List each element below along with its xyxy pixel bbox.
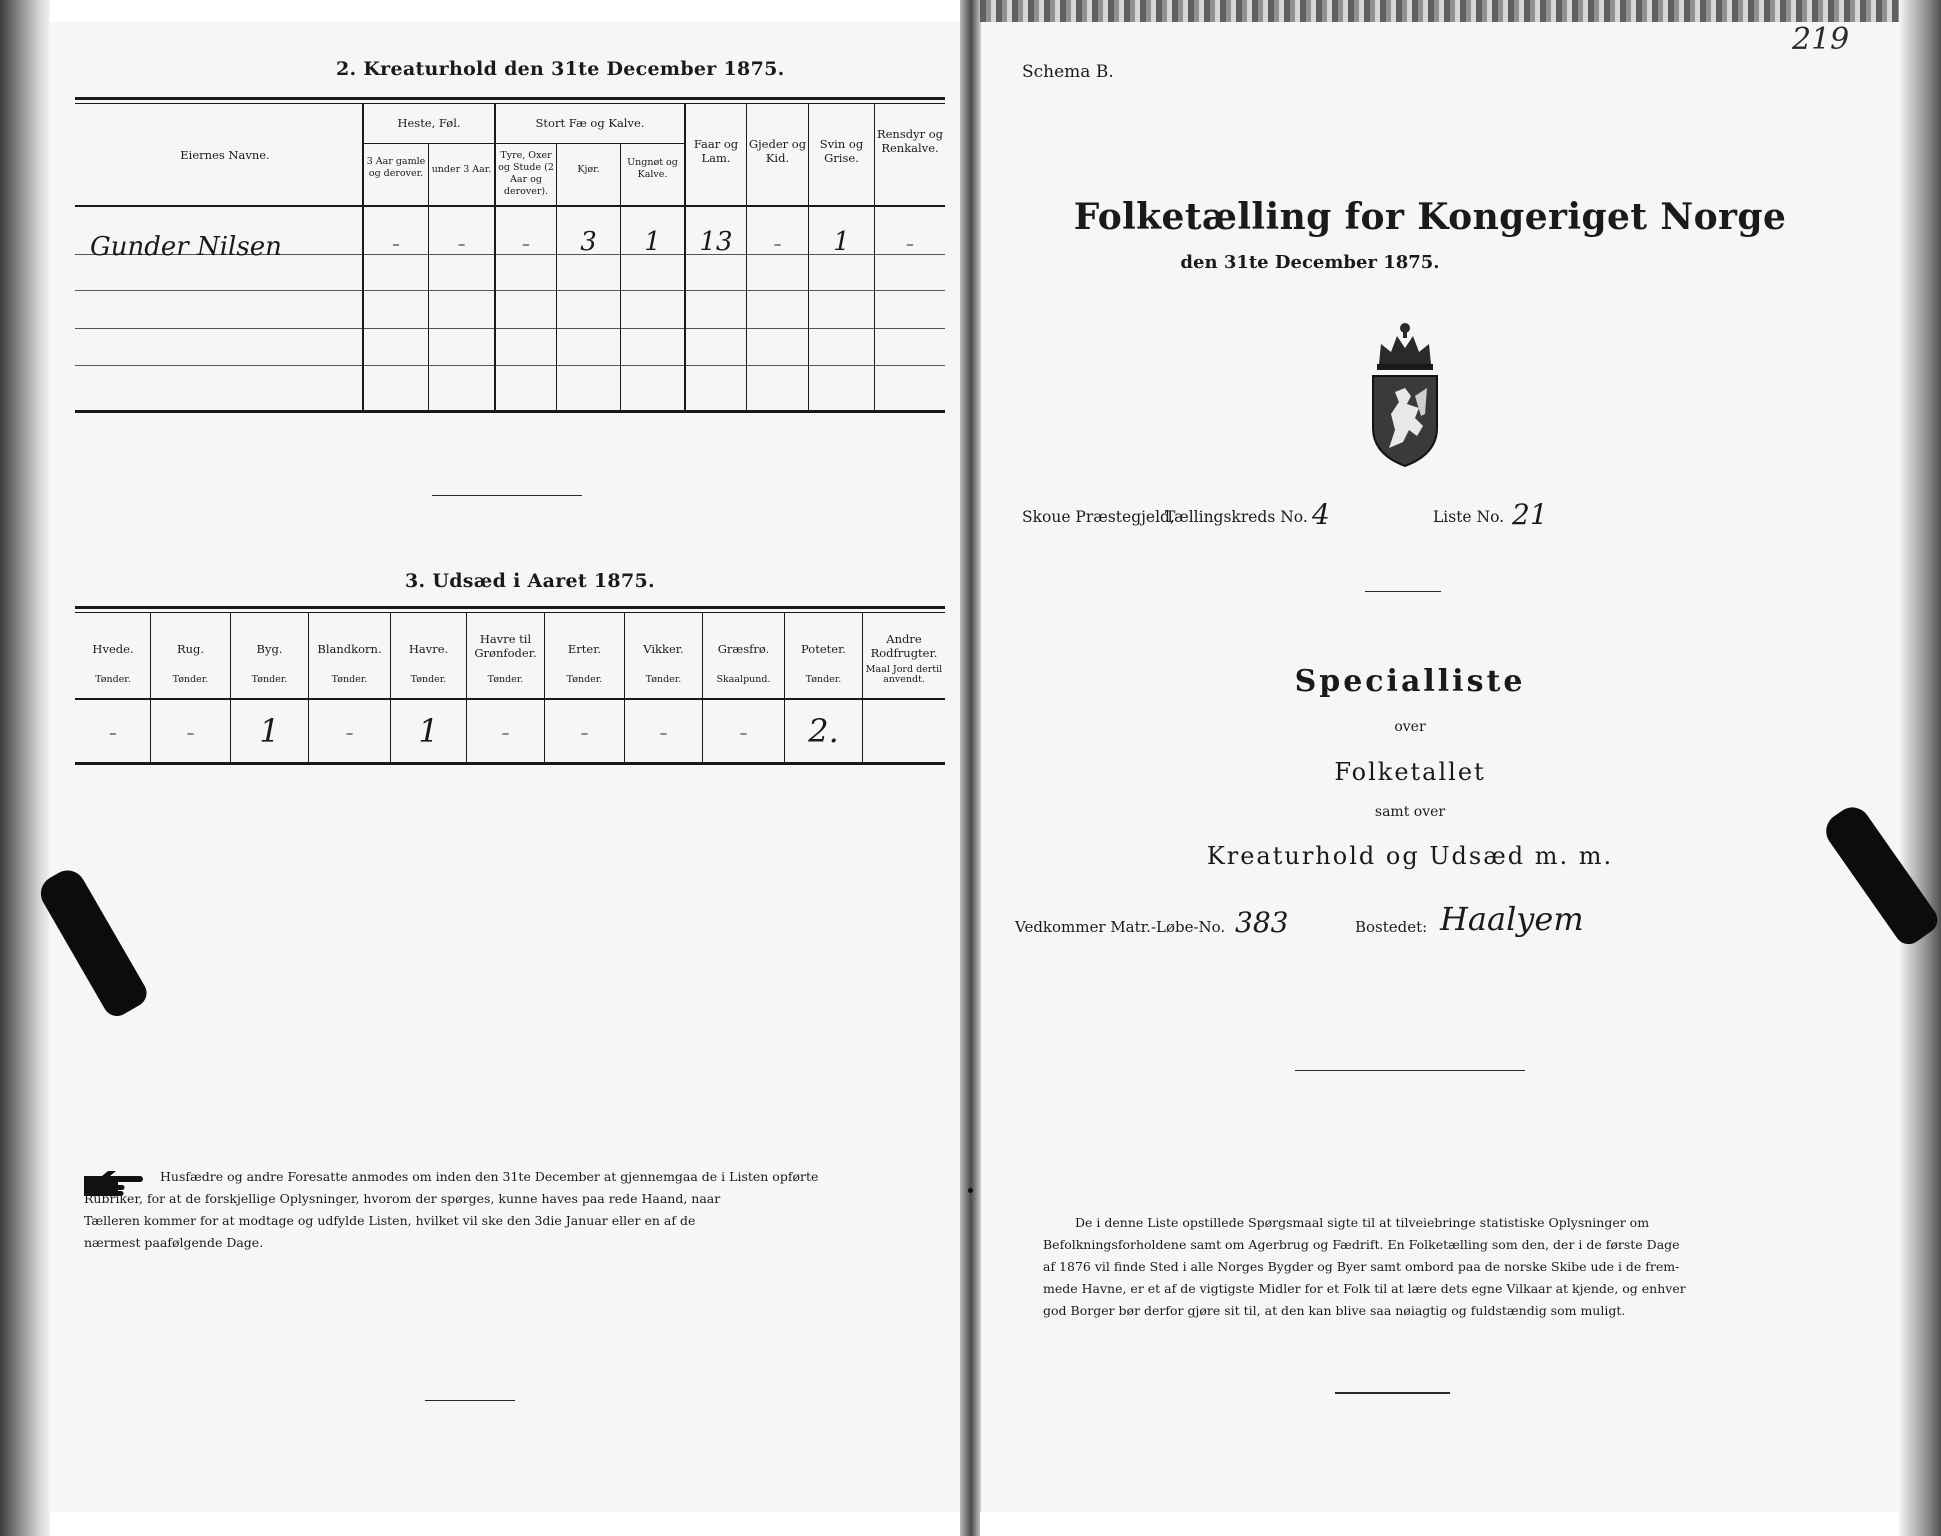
bostedet-value: Haalyem: [1440, 900, 1584, 938]
cell-vikker: –: [659, 724, 668, 742]
footer-line-4: mede Havne, er et af de vigtigste Midler for et Folk til at lære dets egne Vilkaar at kjende, og enhver: [1043, 1281, 1686, 1296]
book-gutter: [960, 0, 980, 1536]
section3-title: 3. Udsæd i Aaret 1875.: [405, 570, 655, 592]
notice-line-2: Rubriker, for at de forskjellige Oplysninger, hvorom der spørges, kunne haves paa rede Haand, naar: [84, 1191, 721, 1206]
samt-over-label: samt over: [1374, 804, 1446, 820]
col-poteter: Poteter.: [801, 642, 846, 656]
table2-bottom-rule: [75, 410, 945, 413]
col-hvede: Hvede.: [92, 642, 134, 656]
col-heste-sub2: under 3 Aar.: [431, 164, 492, 175]
col-stort-header: Stort Fæ og Kalve.: [535, 116, 645, 130]
col-owner-header: Eiernes Navne.: [180, 148, 270, 162]
col-gjeder-header: Gjeder og Kid.: [748, 137, 807, 166]
separator-rule-right: [1365, 591, 1441, 592]
footer-line-5: god Borger bør derfor gjøre sit til, at den kan blive saa nøiagtig og fuldstændig som muligt.: [1043, 1303, 1626, 1318]
specialliste-title: Specialliste: [1294, 664, 1526, 699]
cell-blandkorn: –: [345, 724, 354, 742]
section2-title: 2. Kreaturhold den 31te December 1875.: [336, 58, 785, 80]
table2-header-rule: [75, 205, 945, 207]
liste-label: Liste No.: [1433, 508, 1505, 526]
scan-edge-left: [0, 0, 50, 1536]
table3-bottom-rule: [75, 762, 945, 765]
table3-top-rule: [75, 606, 945, 609]
kreds-number: 4: [1312, 498, 1330, 531]
col-blandkorn: Blandkorn.: [317, 642, 382, 656]
col-andre-rodfrugter: Andre Rodfrugter.: [870, 632, 938, 661]
separator-rule: [432, 495, 582, 496]
cell-heste-under3: –: [457, 235, 466, 253]
cell-gjeder: –: [773, 235, 782, 253]
col-svin-header: Svin og Grise.: [819, 137, 864, 166]
col-rensdyr-header: Rensdyr og Renkalve.: [876, 127, 944, 156]
bostedet-label: Bostedet:: [1355, 918, 1428, 936]
cell-tyre: –: [522, 235, 530, 253]
cell-erter: –: [580, 724, 589, 742]
col-vikker: Vikker.: [643, 642, 684, 656]
matr-number: 383: [1235, 906, 1289, 939]
matr-label: Vedkommer Matr.-Løbe-No.: [1015, 918, 1226, 936]
bottom-rule-left: [425, 1400, 515, 1401]
cell-heste-3aar: –: [392, 235, 400, 253]
kreds-label: Tællingskreds No.: [1165, 508, 1308, 526]
table2-top-rule: [75, 97, 945, 100]
col-stort-sub3: Ungnøt og Kalve.: [627, 157, 678, 180]
col-stort-sub1: Tyre, Oxer og Stude (2 Aar og derover).: [498, 150, 554, 197]
col-byg: Byg.: [256, 642, 283, 656]
notice-line-3: Tælleren kommer for at modtage og udfylde Listen, hvilket vil ske den 3die Januar eller en af de: [84, 1213, 696, 1228]
col-erter: Erter.: [567, 642, 602, 656]
liste-number: 21: [1512, 498, 1548, 531]
bottom-rule-right: [1335, 1392, 1450, 1394]
cell-faar: 13: [699, 227, 733, 257]
col-heste-header: Heste, Føl.: [397, 116, 461, 130]
cell-poteter: 2.: [808, 712, 839, 750]
cell-ungnot: 1: [644, 227, 661, 257]
footer-line-2: Befolkningsforholdene samt om Agerbrug og Fædrift. En Folketælling som den, der i de første Dage: [1043, 1237, 1680, 1252]
cell-graesfro: –: [739, 724, 748, 742]
page-number: 219: [1792, 22, 1850, 57]
cell-rensdyr: –: [906, 235, 914, 253]
over-label: over: [1394, 719, 1426, 735]
footer-line-1: De i denne Liste opstillede Spørgsmaal sigte til at tilveiebringe statistiske Oplysninger om: [1075, 1215, 1650, 1230]
owner-name: Gunder Nilsen: [90, 232, 282, 262]
col-faar-header: Faar og Lam.: [693, 137, 739, 166]
scan-edge-right: [1899, 0, 1941, 1536]
col-havre: Havre.: [408, 642, 449, 656]
cell-kjor: 3: [580, 227, 597, 257]
census-subtitle: den 31te December 1875.: [1180, 252, 1440, 273]
footer-line-3: af 1876 vil finde Sted i alle Norges Bygder og Byer samt ombord paa de norske Skibe ude i de frem-: [1043, 1259, 1680, 1274]
coat-of-arms-icon: [1365, 318, 1445, 468]
col-stort-sub2: Kjør.: [577, 164, 600, 175]
col-havre-gronfoder: Havre til Grønfoder.: [474, 632, 537, 661]
col-heste-sub1: 3 Aar gamle og derover.: [366, 156, 426, 179]
col-rug: Rug.: [176, 642, 205, 656]
folketallet-label: Folketallet: [1334, 758, 1486, 786]
cell-havre-gronfoder: –: [501, 724, 510, 742]
col-graesfro: Græsfrø.: [717, 642, 770, 656]
schema-label: Schema B.: [1022, 62, 1114, 82]
cell-svin: 1: [833, 227, 850, 257]
signature-rule: [1295, 1070, 1525, 1071]
cell-havre: 1: [418, 712, 439, 750]
census-title: Folketælling for Kongeriget Norge: [1073, 196, 1787, 238]
cell-rug: –: [186, 724, 195, 742]
cell-hvede: –: [109, 724, 117, 742]
cell-byg: 1: [259, 712, 280, 750]
prestegjeld-label: Skoue Præstegjeld,: [1022, 508, 1175, 526]
notice-line-4: nærmest paafølgende Dage.: [84, 1235, 264, 1250]
gutter-mark: [968, 1188, 973, 1193]
scan-edge-top: [980, 0, 1899, 22]
notice-line-1: Husfædre og andre Foresatte anmodes om inden den 31te December at gjennemgaa de i Listen opførte: [160, 1169, 819, 1184]
kreaturhold-label: Kreaturhold og Udsæd m. m.: [1206, 842, 1614, 870]
